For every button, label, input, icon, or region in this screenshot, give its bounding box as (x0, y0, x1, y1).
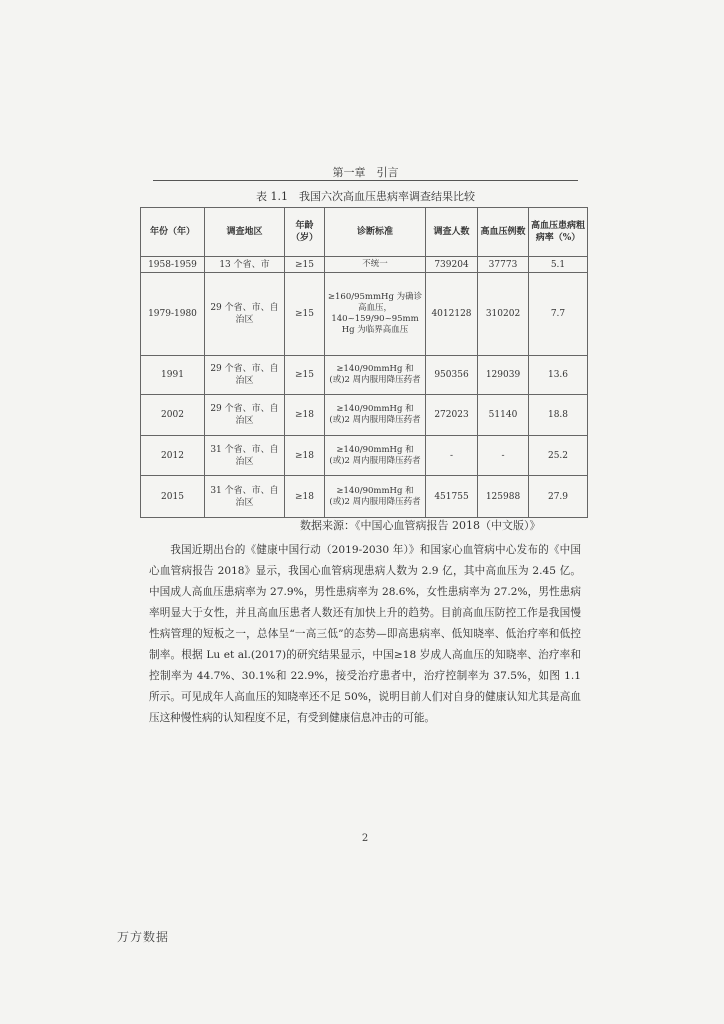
cell-rate: 13.6 (529, 356, 588, 395)
cell-year: 1958-1959 (141, 257, 205, 273)
cell-region: 29 个省、市、自治区 (205, 395, 285, 436)
cell-rate: 27.9 (529, 476, 588, 518)
cell-rate: 5.1 (529, 257, 588, 273)
cell-criteria: ≥140/90mmHg 和(或)2 周内服用降压药者 (325, 356, 426, 395)
survey-table (140, 207, 588, 518)
cell-sample-size: 4012128 (426, 273, 478, 356)
cell-rate: 25.2 (529, 436, 588, 476)
cell-year: 2002 (141, 395, 205, 436)
paragraph-text: 我国近期出台的《健康中国行动（2019-2030 年）》和国家心血管病中心发布的《中国心血管病报告 2018》显示，我国心血管病现患病人数为 2.9 亿，其中高血压为 2.45 亿。中国成人高血压患病率为 27.9%，男性患病率为 28.6%，女性患病率为 27.2%，男性患病率明显大于女性，并且高血压患者人数还有加快上升的趋势。目前高血压防控工作是我国慢性病管理的短板之一，总体呈“一高三低”的态势—即高患病率、低知晓率、低治疗率和低控制率。根据 Lu et al.(2017)的研究结果显示，中国≥18 岁成人高血压的知晓率、治疗率和控制率为 44.7%、30.1%和 22.9%，接受治疗患者中，治疗控制率为 37.5%，如图 1.1 所示。可见成年人高血压的知晓率还不足 50%，说明目前人们对自身的健康认知尤其是高血压这种慢性病的认知程度不足，有受到健康信息冲击的可能。 (149, 544, 581, 724)
cell-age: ≥18 (285, 395, 325, 436)
cell-year: 2015 (141, 476, 205, 518)
header-age: 年龄（岁） (285, 208, 325, 257)
table-row (141, 395, 588, 436)
chapter-header: 第一章 引言 (332, 166, 399, 179)
table-caption: 表 1.1 我国六次高血压患病率调查结果比较 (256, 190, 475, 203)
page-number: 2 (361, 833, 369, 844)
cell-criteria: 不统一 (325, 257, 426, 273)
cell-cases: - (478, 436, 529, 476)
header-region: 调查地区 (205, 208, 285, 257)
cell-cases: 125988 (478, 476, 529, 518)
cell-region: 31 个省、市、自治区 (205, 436, 285, 476)
cell-sample-size: 739204 (426, 257, 478, 273)
header-criteria: 诊断标准 (325, 208, 426, 257)
body-paragraph (149, 540, 581, 729)
cell-region: 31 个省、市、自治区 (205, 476, 285, 518)
header-rule (153, 180, 578, 181)
table-row (141, 356, 588, 395)
cell-sample-size: 950356 (426, 356, 478, 395)
cell-age: ≥18 (285, 436, 325, 476)
cell-year: 1979-1980 (141, 273, 205, 356)
header-year: 年份（年） (141, 208, 205, 257)
header-rate: 高血压患病粗病率（%） (529, 208, 588, 257)
cell-age: ≥15 (285, 273, 325, 356)
table-source-note: 数据来源：《中国心血管病报告 2018（中文版）》 (300, 519, 541, 532)
cell-criteria: ≥160/95mmHg 为确诊高血压，140~159/90~95mm Hg 为临界高血压 (325, 273, 426, 356)
header-sample-size: 调查人数 (426, 208, 478, 257)
database-watermark: 万方数据 (117, 930, 170, 944)
cell-cases: 37773 (478, 257, 529, 273)
cell-criteria: ≥140/90mmHg 和(或)2 周内服用降压药者 (325, 436, 426, 476)
table-header-row (141, 208, 588, 257)
header-cases: 高血压例数 (478, 208, 529, 257)
cell-cases: 310202 (478, 273, 529, 356)
cell-sample-size: 272023 (426, 395, 478, 436)
cell-sample-size: - (426, 436, 478, 476)
cell-rate: 18.8 (529, 395, 588, 436)
table-row (141, 436, 588, 476)
cell-age: ≥15 (285, 257, 325, 273)
cell-year: 2012 (141, 436, 205, 476)
table-row (141, 257, 588, 273)
cell-age: ≥15 (285, 356, 325, 395)
cell-region: 29 个省、市、自治区 (205, 273, 285, 356)
cell-sample-size: 451755 (426, 476, 478, 518)
cell-age: ≥18 (285, 476, 325, 518)
cell-rate: 7.7 (529, 273, 588, 356)
cell-year: 1991 (141, 356, 205, 395)
table-row (141, 273, 588, 356)
table-row (141, 476, 588, 518)
cell-region: 29 个省、市、自治区 (205, 356, 285, 395)
cell-cases: 51140 (478, 395, 529, 436)
cell-criteria: ≥140/90mmHg 和(或)2 周内服用降压药者 (325, 395, 426, 436)
cell-cases: 129039 (478, 356, 529, 395)
cell-region: 13 个省、市 (205, 257, 285, 273)
cell-criteria: ≥140/90mmHg 和(或)2 周内服用降压药者 (325, 476, 426, 518)
